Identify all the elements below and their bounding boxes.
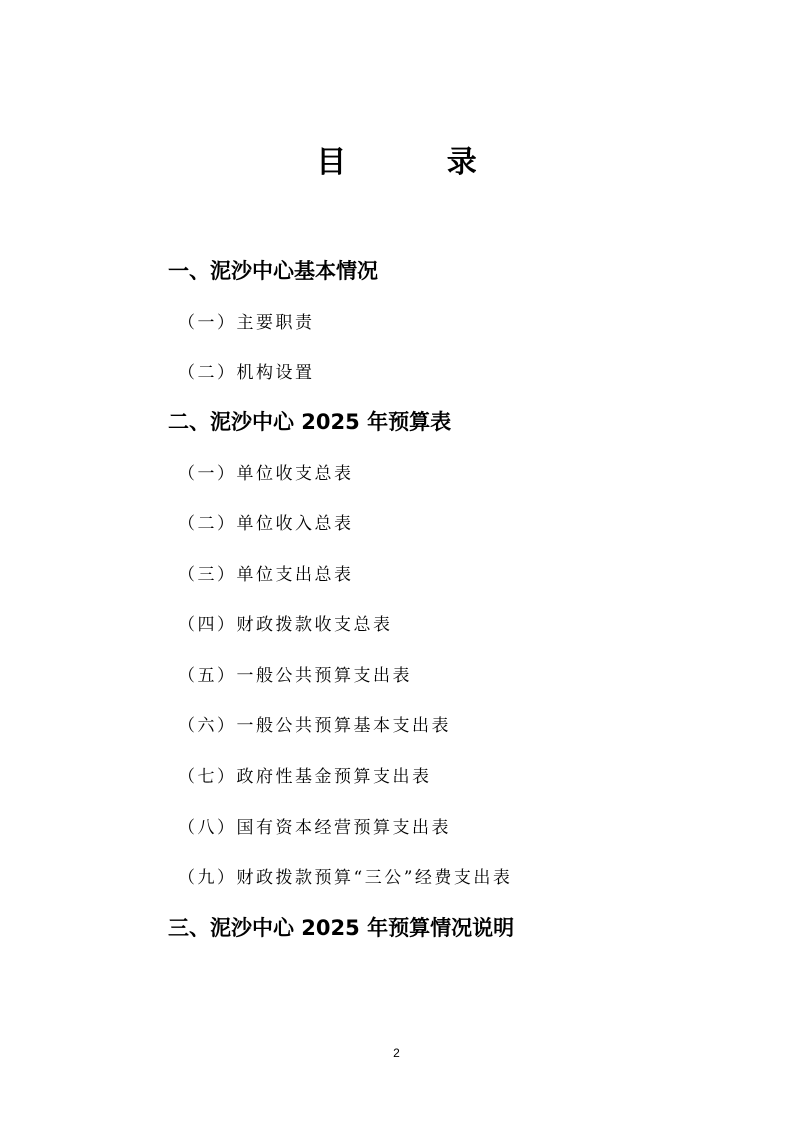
toc-item[interactable]: （三）单位支出总表	[178, 565, 354, 585]
toc-section-heading[interactable]: 三、泥沙中心 2025 年预算情况说明	[168, 916, 515, 940]
toc-item[interactable]: （九）财政拨款预算“三公”经费支出表	[178, 868, 513, 888]
toc-item[interactable]: （六）一般公共预算基本支出表	[178, 716, 451, 736]
toc-item[interactable]: （五）一般公共预算支出表	[178, 666, 412, 686]
toc-section-heading[interactable]: 二、泥沙中心 2025 年预算表	[168, 410, 452, 434]
toc-item[interactable]: （二）机构设置	[178, 363, 315, 383]
toc-item[interactable]: （一）单位收支总表	[178, 464, 354, 484]
toc-section-heading[interactable]: 一、泥沙中心基本情况	[168, 259, 378, 283]
page-number: 2	[393, 1046, 400, 1060]
toc-item[interactable]: （四）财政拨款收支总表	[178, 615, 393, 635]
page-title: 目 录	[316, 145, 522, 180]
toc-item[interactable]: （二）单位收入总表	[178, 514, 354, 534]
toc-item[interactable]: （一）主要职责	[178, 313, 315, 333]
toc-item[interactable]: （八）国有资本经营预算支出表	[178, 818, 451, 838]
toc-item[interactable]: （七）政府性基金预算支出表	[178, 767, 432, 787]
